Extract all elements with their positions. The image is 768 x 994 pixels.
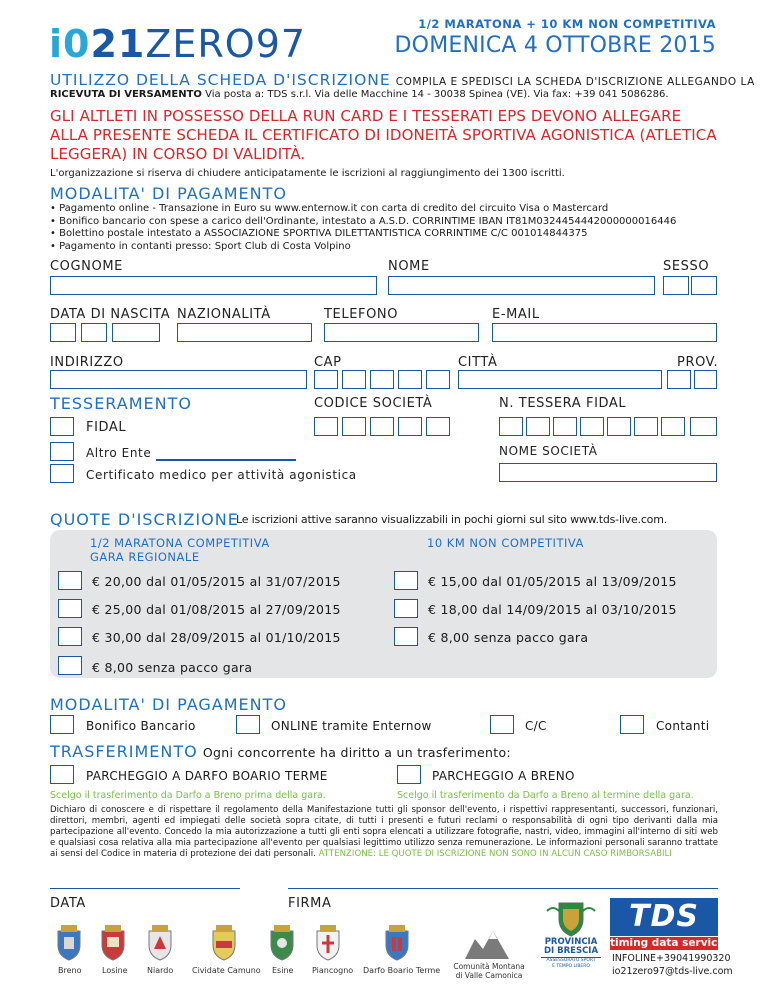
quote-col2-option: € 15,00 dal 01/05/2015 al 13/09/2015 (428, 574, 677, 589)
codice-societa-box[interactable] (398, 417, 422, 436)
quote-title: QUOTE D'ISCRIZIONE (50, 510, 239, 529)
sesso-m-box[interactable] (663, 276, 689, 295)
birth-day-box[interactable] (50, 323, 76, 342)
citta-field[interactable] (458, 370, 662, 389)
quote-note: Le iscrizioni attive saranno visualizzabili in pochi giorni sul sito www.tds-live.com. (236, 513, 668, 526)
tds-email: io21zero97@tds-live.com (612, 966, 733, 977)
event-logo (49, 22, 306, 66)
payment-info-item: • Bonifico bancario con spese a carico dell'Ordinante, intestato a A.S.D. CORRINTIME IBAN IT81M0324454442000000016446 (50, 215, 677, 227)
tessera-box[interactable] (634, 417, 658, 436)
nome-societa-field[interactable] (499, 463, 717, 482)
codice-societa-box[interactable] (314, 417, 338, 436)
usage-heading (50, 70, 755, 89)
crest-esine-icon (268, 925, 296, 965)
nazionalita-field[interactable] (177, 323, 312, 342)
logo-part-3: ZERO97 (145, 22, 307, 66)
tds-logo-text: TDS (629, 899, 699, 934)
comunita-montana-logo-icon (463, 925, 511, 965)
nome-label: NOME (388, 259, 430, 274)
bonifico-label: Bonifico Bancario (86, 719, 196, 733)
comunita-montana-text (449, 962, 529, 980)
usage-strong: RICEVUTA DI VERSAMENTO (50, 89, 202, 100)
altro-ente-field[interactable] (156, 459, 296, 461)
quote-col1-checkbox[interactable] (58, 627, 82, 646)
n-tessera-label: N. TESSERA FIDAL (499, 396, 627, 411)
certificato-checkbox[interactable] (50, 464, 74, 483)
event-subtitle: 1/2 MARATONA + 10 KM NON COMPETITIVA (418, 17, 716, 31)
provincia-text (541, 938, 601, 969)
col1-title-line1: 1/2 MARATONA COMPETITIVA (90, 536, 270, 550)
firma-line (288, 888, 718, 889)
warning-text: GLI ALTLETI IN POSSESSO DELLA RUN CARD E I TESSERATI EPS DEVONO ALLEGARE ALLA PRESENTE SCHEDA IL CERTIFICATO DI IDONEITÀ SPORTIVA AGONISTICA (ATLETICA LEGGERA) IN CORSO DI VALIDITÀ. (50, 107, 717, 163)
payment-info-list (50, 203, 676, 253)
cap-box[interactable] (314, 370, 338, 389)
transfer-note-2: Scelgo il trasferimento da Darfo a Breno al termine della gara. (397, 790, 694, 801)
infoline: INFOLINE+39041990320 (612, 953, 731, 964)
sesso-label: SESSO (663, 259, 710, 274)
usage-title: UTILIZZO DELLA SCHEDA D'ISCRIZIONE (50, 71, 391, 89)
provincia-line3: ASSESSORATO SPORT (541, 957, 601, 964)
tessera-box[interactable] (607, 417, 631, 436)
quote-col2-option: € 18,00 dal 14/09/2015 al 03/10/2015 (428, 602, 677, 617)
transfer-title: TRASFERIMENTO (50, 742, 198, 761)
provincia-line2: DI BRESCIA (543, 946, 599, 956)
crest-cividate-icon (210, 925, 238, 965)
org-note: L'organizzazione si riserva di chiudere anticipatamente le iscrizioni al raggiungimento dei 1300 iscritti. (50, 168, 565, 179)
online-checkbox[interactable] (236, 715, 260, 734)
usage-rest: Via posta a: TDS s.r.l. Via delle Macchine 14 - 30038 Spinea (VE). Via fax: +39 041 5086286. (201, 89, 669, 100)
provincia-line4: E TEMPO LIBERO (552, 964, 590, 969)
tessera-box[interactable] (690, 417, 717, 436)
codice-societa-label: CODICE SOCIETÀ (314, 396, 433, 411)
online-label: ONLINE tramite Enternow (271, 719, 432, 733)
altro-ente-checkbox[interactable] (50, 442, 74, 461)
altro-ente-label: Altro Ente (86, 446, 152, 460)
comunita-line1: Comunità Montana (453, 962, 525, 971)
tesseramento-title: TESSERAMENTO (50, 394, 192, 413)
disclaimer (50, 805, 718, 860)
payment-info-item: • Pagamento in contanti presso: Sport Club di Costa Volpino (50, 240, 351, 252)
breno-checkbox[interactable] (397, 765, 421, 784)
sesso-f-box[interactable] (691, 276, 717, 295)
cap-box[interactable] (370, 370, 394, 389)
quote-col1-option: € 20,00 dal 01/05/2015 al 31/07/2015 (92, 574, 341, 589)
crest-name: Niardo (147, 966, 174, 975)
quote-col1-checkbox[interactable] (58, 571, 82, 590)
crest-darfo-icon (383, 925, 411, 965)
prov-box[interactable] (694, 370, 717, 389)
tessera-box[interactable] (580, 417, 604, 436)
crest-name: Darfo Boario Terme (363, 966, 441, 975)
birth-year-box[interactable] (112, 323, 160, 342)
crest-breno-icon (55, 925, 83, 965)
col1-title (90, 536, 270, 564)
prov-label: PROV. (677, 355, 719, 370)
logo-part-1: i0 (49, 22, 91, 66)
data-nascita-label: DATA DI NASCITA (50, 307, 171, 322)
tds-tagline: timing data service (610, 937, 725, 949)
crest-name: Breno (58, 966, 82, 975)
nome-field[interactable] (388, 276, 655, 295)
tessera-box[interactable] (661, 417, 685, 436)
cap-box[interactable] (426, 370, 450, 389)
crest-name: Piancogno (312, 966, 354, 975)
firma-label: FIRMA (288, 896, 332, 911)
crest-losine-icon (99, 925, 127, 965)
transfer-note-1: Scelgo il trasferimento da Darfo a Breno prima della gara. (50, 790, 326, 801)
usage-subtitle: COMPILA E SPEDISCI LA SCHEDA D'ISCRIZIONE ALLEGANDO LA (395, 76, 755, 88)
breno-label: PARCHEGGIO A BRENO (432, 769, 575, 783)
col2-title: 10 KM NON COMPETITIVA (427, 536, 584, 550)
codice-societa-box[interactable] (426, 417, 450, 436)
telefono-field[interactable] (324, 323, 479, 342)
indirizzo-label: INDIRIZZO (50, 355, 124, 370)
data-label: DATA (50, 896, 86, 911)
crest-name: Cividate Camuno (192, 966, 261, 975)
crest-name: Esine (272, 966, 294, 975)
quote-col2-checkbox[interactable] (394, 599, 418, 618)
birth-month-box[interactable] (81, 323, 107, 342)
crest-name: Losine (102, 966, 128, 975)
payment-choice-title: MODALITA' DI PAGAMENTO (50, 695, 287, 714)
transfer-subtitle: Ogni concorrente ha diritto a un trasferimento: (202, 745, 511, 760)
quote-col2-checkbox[interactable] (394, 571, 418, 590)
darfo-checkbox[interactable] (50, 765, 74, 784)
nome-societa-label: NOME SOCIETÀ (499, 444, 598, 458)
bonifico-checkbox[interactable] (50, 715, 74, 734)
quote-col2-checkbox[interactable] (394, 627, 418, 646)
quote-col1-option: € 30,00 dal 28/09/2015 al 01/10/2015 (92, 630, 341, 645)
comunita-line2: di Valle Camonica (455, 971, 523, 980)
tds-logo (610, 898, 718, 936)
email-field[interactable] (492, 323, 717, 342)
crest-piancogno-icon (314, 925, 342, 965)
contanti-label: Contanti (656, 719, 710, 733)
provincia-crest-icon (541, 901, 601, 941)
cc-label: C/C (525, 719, 547, 733)
fidal-label: FIDAL (86, 420, 127, 435)
transfer-heading (50, 742, 511, 761)
contanti-checkbox[interactable] (620, 715, 644, 734)
disclaimer-text: Dichiaro di conoscere e di rispettare il regolamento della Manifestazione tutti gli sponsor dell'evento, i rispettivi rappresentanti, successori, funzionari, direttori, membri, agenti ed impiegati delle società sopra citate, di tutti i presenti e futuri reclami o responsabilità di ogni tipo derivanti dalla mia partecipazione all'evento. Concedo la mia autorizzazione a tutti gli enti sopra elencati a utilizzare fotografie, nastri, video, immagini all'interno di siti web e qualsiasi cosa relativa alla mia partecipazione all'evento per qualsiasi legittimo utilizzo senza remunerazione. Le informazioni personali saranno trattate ai sensi del Codice in materia di protezione dei dati personali. (50, 805, 718, 859)
event-date: DOMENICA 4 OTTOBRE 2015 (394, 33, 716, 58)
telefono-label: TELEFONO (324, 307, 399, 322)
tessera-box[interactable] (526, 417, 550, 436)
codice-societa-box[interactable] (342, 417, 366, 436)
provincia-line1: PROVINCIA (544, 937, 598, 947)
fidal-checkbox[interactable] (50, 417, 74, 436)
cognome-label: COGNOME (50, 259, 123, 274)
indirizzo-field[interactable] (50, 370, 307, 389)
payment-info-item: • Bolettino postale intestato a ASSOCIAZIONE SPORTIVA DILETTANTISTICA CORRINTIME C/C 001014844375 (50, 228, 588, 239)
prov-box[interactable] (667, 370, 691, 389)
cap-box[interactable] (398, 370, 422, 389)
col1-title-line2: GARA REGIONALE (90, 550, 200, 564)
quote-col1-option: € 25,00 dal 01/08/2015 al 27/09/2015 (92, 602, 341, 617)
usage-line2 (50, 89, 669, 100)
payment-info-title: MODALITA' DI PAGAMENTO (50, 184, 287, 203)
nazionalita-label: NAZIONALITÀ (177, 307, 271, 322)
tessera-box[interactable] (553, 417, 577, 436)
cognome-field[interactable] (50, 276, 377, 295)
data-line (50, 888, 240, 889)
email-label: E-MAIL (492, 307, 540, 322)
cap-label: CAP (314, 355, 342, 370)
quote-col1-checkbox[interactable] (58, 599, 82, 618)
quote-col2-option: € 8,00 senza pacco gara (428, 630, 589, 645)
citta-label: CITTÀ (458, 355, 498, 370)
darfo-label: PARCHEGGIO A DARFO BOARIO TERME (86, 769, 328, 783)
certificato-label: Certificato medico per attività agonistica (86, 468, 357, 482)
disclaimer-attention: ATTENZIONE: LE QUOTE DI ISCRIZIONE NON SONO IN ALCUN CASO RIMBORSABILI (315, 849, 672, 859)
codice-societa-box[interactable] (370, 417, 394, 436)
cc-checkbox[interactable] (490, 715, 514, 734)
tessera-box[interactable] (499, 417, 523, 436)
logo-part-2: 21 (90, 22, 146, 66)
payment-info-item: • Pagamento online - Transazione in Euro su www.enternow.it con carta di credito del circuito Visa o Mastercard (50, 203, 609, 214)
crest-niardo-icon (146, 925, 174, 965)
cap-box[interactable] (342, 370, 366, 389)
quote-col1-option: € 8,00 senza pacco gara (92, 660, 253, 675)
quote-col1-checkbox[interactable] (58, 656, 82, 675)
